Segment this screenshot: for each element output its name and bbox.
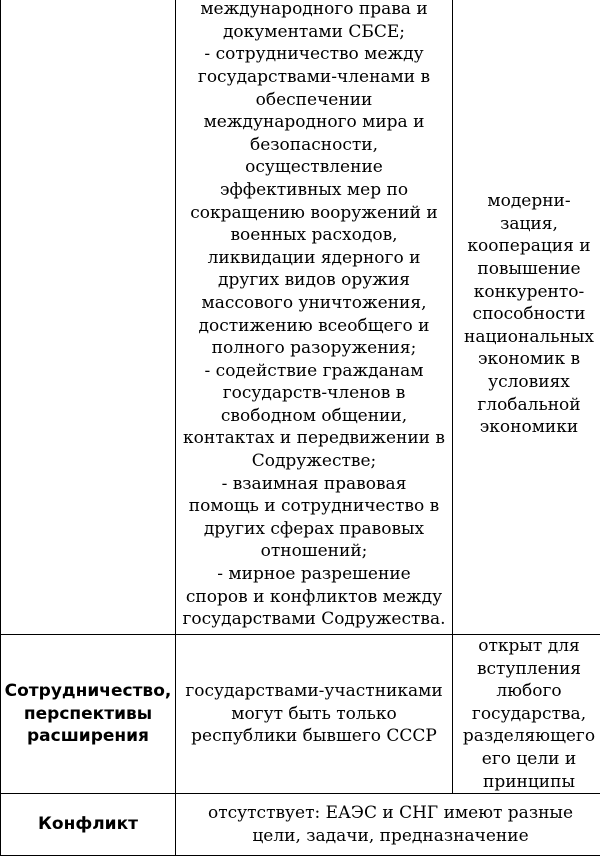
- text-line: способности: [472, 304, 586, 325]
- text-line: эффективных мер по: [219, 179, 409, 200]
- text-line: документами СБСЕ;: [222, 21, 406, 42]
- text-line: полного разоружения;: [211, 338, 417, 359]
- table-row-conflict: [1, 794, 600, 856]
- text-line: - содействие гражданам: [204, 360, 424, 381]
- text-line: открыт для: [478, 636, 580, 656]
- text-line: глобальной: [477, 394, 581, 415]
- text-line: международного права и: [200, 0, 428, 20]
- text-line: зация,: [500, 213, 558, 234]
- label-line: перспективы: [23, 703, 153, 724]
- text-line: контактах и передвижении в: [183, 428, 445, 449]
- text-line: цели, задачи, предназначение: [252, 825, 529, 846]
- row-label-conflict: [1, 794, 176, 856]
- cis-principles-cell: [176, 0, 453, 635]
- text-line: принципы: [483, 771, 575, 792]
- text-line: национальных: [464, 326, 594, 347]
- text-line: разделяющего: [462, 726, 596, 747]
- text-line: отсутствует: ЕАЭС и СНГ имеют разные: [207, 803, 574, 824]
- text-line: Содружестве;: [251, 451, 377, 472]
- text-line: осуществление: [245, 157, 383, 178]
- text-line: достижению всеобщего и: [198, 315, 430, 336]
- text-line: сокращению вооружений и: [190, 202, 438, 223]
- label-line: Сотрудничество,: [4, 681, 172, 702]
- text-line: кооперация и: [467, 236, 591, 257]
- text-line: свободном общении,: [220, 405, 408, 426]
- text-line: безопасности,: [249, 134, 378, 155]
- text-line: других сферах правовых: [203, 518, 425, 539]
- text-line: споров и конфликтов между: [185, 586, 443, 607]
- text-line: республики бывшего СССР: [191, 726, 437, 747]
- text-line: экономик в: [477, 349, 581, 370]
- text-line: военных расходов,: [230, 225, 398, 246]
- text-line: государствами-членами в: [197, 66, 431, 87]
- text-line: других видов оружия: [218, 270, 410, 291]
- text-line: обеспечении: [255, 89, 373, 110]
- text-line: любого: [496, 681, 562, 702]
- text-line: условиях: [488, 371, 570, 392]
- conflict-merged-cell: [176, 794, 600, 856]
- text-line: государств-членов в: [222, 383, 406, 404]
- row-label-empty: [1, 0, 176, 635]
- row-label-cooperation: [1, 635, 176, 794]
- text-line: повышение: [477, 259, 581, 280]
- text-line: ликвидации ядерного и: [207, 247, 421, 268]
- text-line: - мирное разрешение: [217, 564, 411, 585]
- table-row-cooperation: [1, 635, 600, 794]
- label-line: расширения: [27, 726, 149, 747]
- text-line: - взаимная правовая: [221, 473, 407, 494]
- table-row-principles: [1, 0, 600, 635]
- text-line: международного мира и: [203, 112, 425, 133]
- text-line: помощь и сотрудничество в: [188, 496, 440, 517]
- text-line: его цели и: [481, 748, 577, 769]
- text-line: отношений;: [260, 541, 368, 562]
- text-line: модерни-: [487, 191, 571, 212]
- eaeu-cooperation-cell: [453, 635, 600, 794]
- text-line: государствами-участниками: [185, 681, 443, 702]
- text-line: экономики: [479, 417, 579, 438]
- text-line: конкуренто-: [473, 281, 585, 302]
- text-line: массового уничтожения,: [201, 292, 427, 313]
- label-line: Конфликт: [38, 814, 138, 835]
- text-line: государства,: [471, 703, 587, 724]
- text-line: государствами Содружества.: [182, 609, 446, 630]
- text-line: - сотрудничество между: [204, 44, 424, 65]
- text-line: могут быть только: [231, 703, 397, 724]
- text-line: вступления: [476, 658, 582, 679]
- eaeu-goals-cell: [453, 0, 600, 635]
- cis-cooperation-cell: [176, 635, 453, 794]
